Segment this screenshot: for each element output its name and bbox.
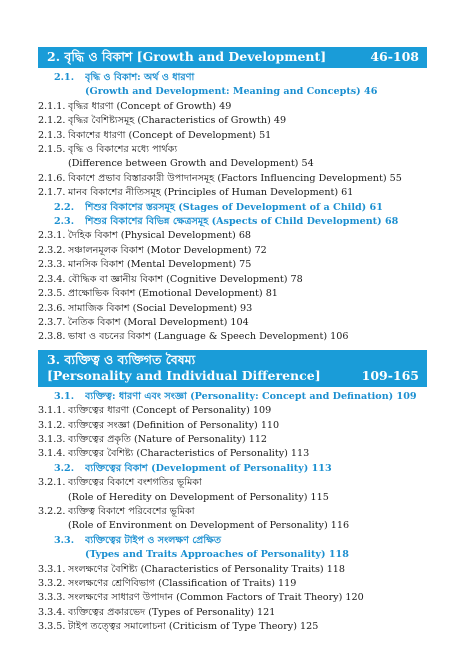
section-entry <box>38 534 427 548</box>
entry-number <box>38 491 68 505</box>
chapter-2-header <box>38 47 427 68</box>
entry-text: নৈতিক বিকাশ (Moral Development) 104 <box>68 316 249 328</box>
section-entry <box>38 548 427 562</box>
subsection-entry <box>38 302 427 316</box>
entry-text: বৃদ্ধি ও বিকাশ: অর্থ ও ধারণা <box>85 72 195 83</box>
subsection-entry <box>38 143 427 157</box>
subsection-entry <box>38 330 427 344</box>
entry-number: 2.3. <box>54 216 75 228</box>
entry-text: সংলক্ষণের সাধারণ উপাদান (Common Factors of Trait Theory) 120 <box>68 592 364 604</box>
section-entry <box>38 462 427 476</box>
subsection-entry <box>38 129 427 143</box>
entry-text: ব্যক্তিত্ব বিকাশে পরিবেশের ভূমিকা <box>68 505 195 517</box>
subsection-entry <box>38 157 427 171</box>
entry-text: সঞ্চালনমূলক বিকাশ (Motor Development) 72 <box>68 244 267 256</box>
entry-number: 3.3.2. <box>38 578 66 589</box>
entry-number: 2.1. <box>54 72 75 83</box>
subsection-entry <box>38 591 427 605</box>
subsection-entry <box>38 505 427 519</box>
entry-number <box>38 519 68 533</box>
entry-text: ব্যক্তিত্ব: ধারণা এবং সংজ্ঞা (Personality: Concept and Defination) 109 <box>85 390 417 402</box>
entry-text: বিকাশে প্রভাব বিস্তারকারী উপাদানসমূহ (Factors Influencing Development) 55 <box>68 172 402 184</box>
subsection-entry <box>38 316 427 330</box>
subsection-entry <box>38 273 427 287</box>
entry-number: 2.3.2. <box>38 244 66 256</box>
subsection-entry <box>38 287 427 301</box>
entry-number: 2.1.7. <box>38 187 66 199</box>
entry-number: 2.3.3. <box>38 259 66 271</box>
chapter-3-title-line1: 3. ব্যক্তিত্ব ও ব্যক্তিগত বৈষম্য <box>47 351 196 367</box>
subsection-entry <box>38 563 427 577</box>
entry-text: ব্যক্তিত্বের প্রকৃতি (Nature of Personality) 112 <box>68 433 268 445</box>
entry-number: 3.2.1. <box>38 477 66 489</box>
subsection-entry <box>38 114 427 128</box>
subsection-entry <box>38 258 427 272</box>
entry-number: 3.3.5. <box>38 621 66 633</box>
entry-text: ব্যক্তিত্বের সংজ্ঞা (Definition of Personality) 110 <box>68 419 280 431</box>
entry-number: 2.3.5. <box>38 288 66 300</box>
chapter-3-header <box>38 350 427 387</box>
entry-text: শিশুর বিকাশের বিভিন্ন ক্ষেত্রসমূহ (Aspects of Child Development) 68 <box>85 216 399 228</box>
entry-number <box>38 157 68 171</box>
entry-text: ব্যক্তিত্বের বিকাশ (Development of Personality) 113 <box>85 462 332 474</box>
subsection-entry <box>38 100 427 114</box>
chapter-2-title: 2. বৃদ্ধি ও বিকাশ [Growth and Development] <box>47 49 327 64</box>
entry-number: 2.3.8. <box>38 331 66 343</box>
entry-number <box>38 548 85 562</box>
subsection-entry <box>38 419 427 433</box>
entry-text: ব্যক্তিত্বের টাইপ ও সংলক্ষণ প্রেক্ষিত <box>85 534 222 546</box>
subsection-entry <box>38 244 427 258</box>
section-entry <box>38 390 427 404</box>
entry-text: বৃদ্ধি ও বিকাশের মধ্যে পার্থক্য <box>68 144 178 156</box>
entry-text: মানসিক বিকাশ (Mental Development) 75 <box>68 259 252 271</box>
entry-text: প্রাক্ষোভিক বিকাশ (Emotional Development) 81 <box>68 288 278 300</box>
entry-text: ব্যক্তিত্বের প্রকারভেদ (Types of Personality) 121 <box>68 606 276 618</box>
subsection-entry <box>38 229 427 243</box>
entry-text: সংলক্ষণের বৈশিষ্ট্য (Characteristics of Personality Traits) 118 <box>68 563 346 575</box>
entry-text: (Types and Traits Approaches of Personality) 118 <box>85 549 349 561</box>
chapter-2-pages: 46-108 <box>370 49 419 64</box>
entry-number: 2.3.7. <box>38 316 66 328</box>
subsection-entry <box>38 519 427 533</box>
subsection-entry <box>38 491 427 505</box>
entry-text: (Growth and Development: Meaning and Concepts) 46 <box>85 86 378 98</box>
entry-text: বৃদ্ধির ধারণা (Concept of Growth) 49 <box>68 100 232 112</box>
entry-number: 3.1.2. <box>38 419 66 431</box>
section-entry <box>38 71 427 85</box>
entry-text: ব্যক্তিত্বের ধারণা (Concept of Personality) 109 <box>68 405 272 417</box>
subsection-entry <box>38 404 427 418</box>
entry-number: 3.1. <box>54 390 75 402</box>
entry-number: 2.2. <box>54 201 75 213</box>
section-entry <box>38 201 427 215</box>
entry-number: 3.1.1. <box>38 405 66 417</box>
subsection-entry <box>38 447 427 461</box>
entry-number: 2.1.3. <box>38 129 66 141</box>
entry-text: (Role of Environment on Development of Personality) 116 <box>68 520 350 532</box>
entry-text: টাইপ তত্ত্বের সমালোচনা (Criticism of Type Theory) 125 <box>68 621 319 633</box>
entry-text: ব্যক্তিত্বের বৈশিষ্ট্য (Characteristics of Personality) 113 <box>68 448 310 460</box>
section-entry <box>38 215 427 229</box>
entry-number: 3.2. <box>54 462 75 474</box>
entry-number: 2.3.1. <box>38 230 66 242</box>
entry-text: শিশুর বিকাশের স্তরসমূহ (Stages of Development of a Child) 61 <box>85 201 383 213</box>
entry-text: (Role of Heredity on Development of Personality) 115 <box>68 491 329 503</box>
subsection-entry <box>38 186 427 200</box>
entry-text: বৃদ্ধির বৈশিষ্ট্যসমূহ (Characteristics of Growth) 49 <box>68 115 287 127</box>
entry-text: বিকাশের ধারণা (Concept of Development) 51 <box>68 129 272 141</box>
entry-number: 3.3.3. <box>38 592 66 604</box>
entry-number: 2.1.6. <box>38 172 66 184</box>
entry-text: বৌদ্ধিক বা জ্ঞানীয় বিকাশ (Cognitive Development) 78 <box>68 273 303 285</box>
entry-number: 2.1.1. <box>38 100 66 112</box>
entry-number: 2.1.2. <box>38 115 66 127</box>
entry-text: ব্যক্তিত্বের বিকাশে বংশগতির ভূমিকা <box>68 477 202 489</box>
subsection-entry <box>38 577 427 591</box>
entry-number: 3.1.4. <box>38 448 66 460</box>
subsection-entry <box>38 476 427 490</box>
subsection-entry <box>38 620 427 634</box>
entry-number: 2.3.6. <box>38 302 66 314</box>
entry-text: সামাজিক বিকাশ (Social Development) 93 <box>68 302 253 314</box>
entry-number: 2.3.4. <box>38 273 66 285</box>
entry-number: 3.2.2. <box>38 505 66 517</box>
entry-text: ভাষা ও বচনের বিকাশ (Language & Speech Development) 106 <box>68 331 349 343</box>
entry-text: দৈহিক বিকাশ (Physical Development) 68 <box>68 230 252 242</box>
entry-text: (Difference between Growth and Development) 54 <box>68 158 314 170</box>
entry-text: সংলক্ষণের শ্রেণিবিভাগ (Classification of Traits) 119 <box>68 578 297 589</box>
subsection-entry <box>38 172 427 186</box>
entry-text: মানব বিকাশের নীতিসমূহ (Principles of Human Development) 61 <box>68 187 354 199</box>
chapter-3-pages: 109-165 <box>361 367 419 383</box>
section-entry <box>38 85 427 99</box>
entry-number: 3.3.1. <box>38 563 66 575</box>
entry-number: 2.1.5. <box>38 144 66 156</box>
entry-number: 3.3. <box>54 534 75 546</box>
chapter-3-title-line2: [Personality and Individual Difference] <box>47 367 321 383</box>
entry-number: 3.3.4. <box>38 606 66 618</box>
subsection-entry <box>38 606 427 620</box>
entry-number <box>38 85 85 99</box>
chapter-2-entries <box>38 71 427 345</box>
chapter-3-entries <box>38 390 427 635</box>
subsection-entry <box>38 433 427 447</box>
entry-number: 3.1.3. <box>38 433 66 445</box>
